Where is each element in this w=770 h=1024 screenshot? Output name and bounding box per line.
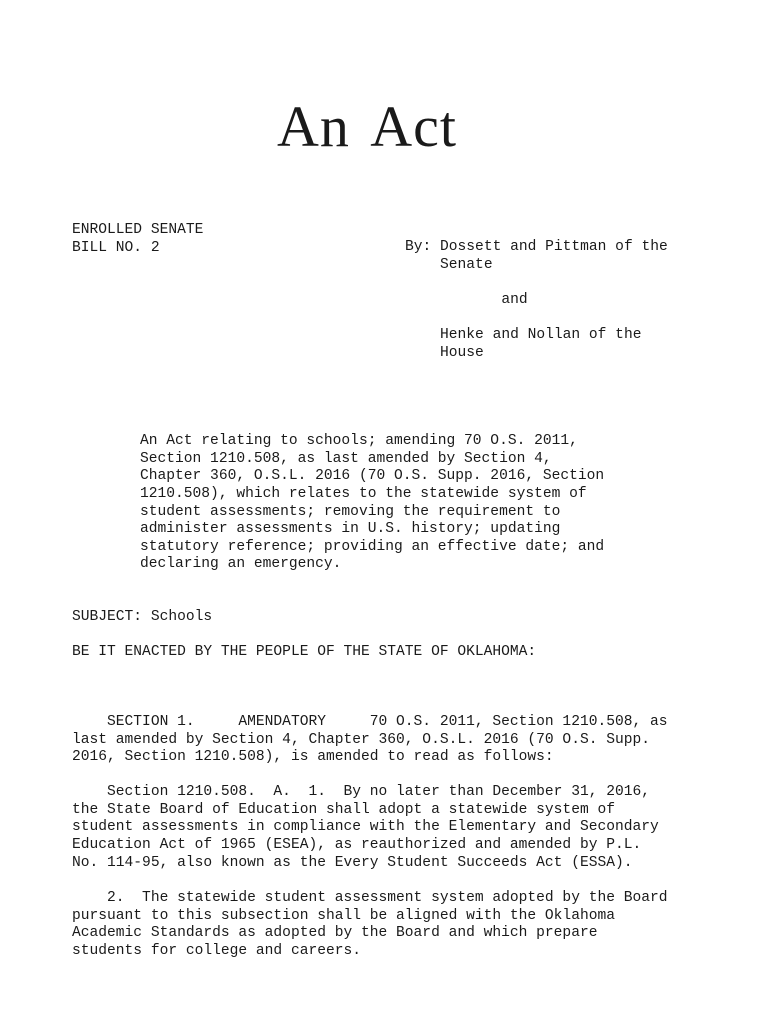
paragraph-line: the State Board of Education shall adopt a statewide system of [72,801,615,818]
bill-identifier [72,187,203,293]
summary-line: 1210.508), which relates to the statewide system of [140,485,587,502]
section-2-paragraph [72,855,668,996]
paragraph-line: pursuant to this subsection shall be aligned with the Oklahoma [72,907,615,924]
summary-line: An Act relating to schools; amending 70 O.S. 2011, [140,433,578,450]
enacting-clause: BE IT ENACTED BY THE PEOPLE OF THE STATE OF OKLAHOMA: [72,644,537,660]
paragraph-line: 2. The statewide student assessment system adopted by the Board [72,890,668,907]
sponsor-line: Henke and Nollan of the [405,327,642,344]
bill-id-line: ENROLLED SENATE [72,222,204,239]
sponsor-line: By: Dossett and Pittman of the [405,239,668,256]
spacer [405,274,668,292]
paragraph-line: No. 114-95, also known as the Every Student Succeeds Act (ESSA). [72,854,633,871]
summary-line: statutory reference; providing an effective date; and [140,538,605,555]
paragraph-line: Section 1210.508. A. 1. By no later than December 31, 2016, [72,784,651,801]
paragraph-line: Education Act of 1965 (ESEA), as reauthorized and amended by P.L. [72,836,642,853]
bill-id-line: BILL NO. 2 [72,239,160,256]
spacer [405,310,668,328]
sponsor-block [405,204,668,398]
sponsor-and: and [405,291,528,308]
section-line: last amended by Section 4, Chapter 360, O.S.L. 2016 (70 O.S. Supp. [72,731,651,748]
paragraph-line: Academic Standards as adopted by the Board and which prepare [72,925,598,942]
summary-line: administer assessments in U.S. history; updating [140,521,561,538]
act-summary [140,398,604,609]
summary-line: Section 1210.508, as last amended by Section 4, [140,450,552,467]
sponsor-line: Senate [405,256,493,273]
summary-line: declaring an emergency. [140,556,342,573]
summary-line: student assessments; removing the requirement to [140,503,561,520]
paragraph-line: student assessments in compliance with the Elementary and Secondary [72,819,659,836]
document-title: An Act [277,94,457,159]
paragraph-line: students for college and careers. [72,942,362,959]
sponsor-line: House [405,344,484,361]
section-line: 2016, Section 1210.508), is amended to read as follows: [72,749,554,766]
summary-line: Chapter 360, O.S.L. 2016 (70 O.S. Supp. 2016, Section [140,468,605,485]
subject-line: SUBJECT: Schools [72,609,213,625]
section-line: SECTION 1. AMENDATORY 70 O.S. 2011, Section 1210.508, as [72,714,668,731]
